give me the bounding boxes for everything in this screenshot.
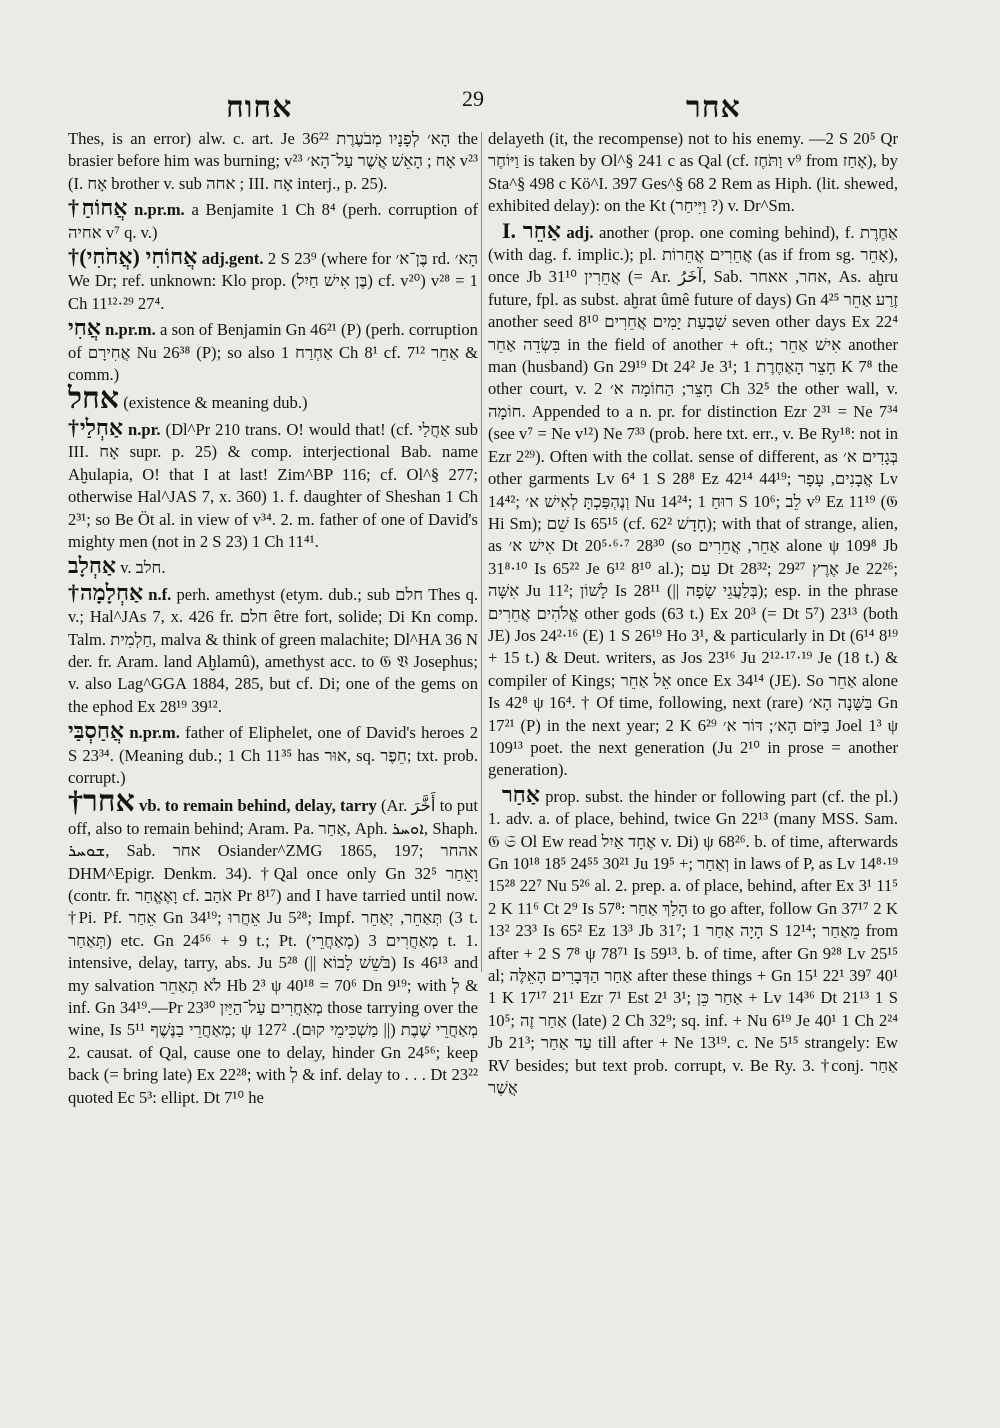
headword: אֲחַסְבַּי <box>68 718 125 744</box>
grammar-label: n.pr. <box>127 419 161 439</box>
headword: †אַחְלָמָה <box>68 579 144 605</box>
headword: †אַחְלַי <box>68 414 124 440</box>
headword: אַחַר <box>502 781 540 807</box>
running-head-left: אחוח <box>226 90 293 125</box>
entry-text: another (prop. one coming behind), f. אַחֶרֶת (with dag. f. implic.); pl. אֲחֵרִים אֲחֵרוֹת (as if from sg. אָחֵר), once Jb 31¹⁰ אֲחֵרִין (= Ar. آخَرُ, Sab. אחר, אאחר, As. aḫru future, fpl. as subst. aḫrat ûmê future of days) Gn 4²⁵ זֶרַע אַחֵר another seed 8¹⁰ שִׁבְעַת יָמִים אֲחֵרִים seven other days Ex 22⁴ בִּשְׂדֵה אַחֵר in the field of another + oft.; אִישׁ אַחֵר another man (husband) Gn 29¹⁹ Dt 24² Je 3¹; חָצֵר הָאַחֶרֶת 1 K 7⁸ the other court, v. חָצֵר; הַחוֹמָה א׳ 2 Ch 32⁵ the other wall, v. חוֹמָה. Appended to a n. pr. for distinction Ezr 2³¹ = Ne 7³⁴ (see v⁷ = Ne v¹²) Ne 7³³ (prob. here txt. err., v. Be Ry¹⁸: not in Ezr 2²⁹). Often with the collat. sense of different, as בְּגָדִים א׳ other garments Lv 6⁴ 1 S 28⁸ Ez 42¹⁴ 44¹⁹; אֲבָנִים, עָפָר Lv 14⁴²; וְנֶהְפַּכְתָּ לְאִישׁ א׳ Nu 14²⁴; רוּחַ 1 S 10⁶; לֵב v⁹ Ez 11¹⁹ (𝔊 Hi Sm); שֵׁם Is 65¹⁵ (cf. 62² חָדָשׁ); with that of strange, alien, as אִישׁ א׳ Dt 20⁵·⁶·⁷ 28³⁰ (so אַחֵר, אֲחֵרִים alone ψ 109⁸ Jb 31⁸·¹⁰ Is 65²² Je 6¹² 8¹⁰ al.); עַם Dt 28³²; אֶרֶץ 29²⁷ Je 22²⁶; אִשָּׁה Ju 11²; לָשׁוֹן Is 28¹¹ (|| בְּלַעֲגֵי שָׂפָה); esp. in the phrase אֱלֹהִים אֲחֵרִים other gods (63 t.) Ex 20³ (= Dt 5⁷) 23¹³ (both JE) Jos 24²·¹⁶ (E) 1 S 26¹⁹ Ho 3¹, & particularly in Dt (6¹⁴ 8¹⁹ + 15 t.) & Deut. writers, as Jos 23¹⁶ Ju 2¹²·¹⁷·¹⁹ Je (18 t.) & compiler of Kings; אֵל אַחֵר once Ex 34¹⁴ (JE). So אַחֵר alone Is 42⁸ ψ 16⁴. † Of time, following, next (rare) בַּשָּׁנָה הָא׳ Gn 17²¹ (P) in the next year; 2 K 6²⁹ בַּיּוֹם הָא׳; דּוֹר א׳ Joel 1³ ψ 109¹³ poet. the next generation (Ju 2¹⁰ in prose = another generation). <box>488 222 899 780</box>
headword: אֲחִי <box>68 315 101 341</box>
entry <box>68 414 479 553</box>
page-header <box>0 86 1000 126</box>
page-number: 29 <box>462 86 484 111</box>
entry <box>68 246 478 315</box>
right-column <box>488 128 898 1101</box>
entry <box>68 317 478 386</box>
entry <box>68 555 478 579</box>
entry-text: father of Eliphelet, one of David's heroes 2 S 23³⁴. (Meaning dub.; 1 Ch 11³⁵ has אוּר, sq. חֵפֶר; txt. prob. corrupt.) <box>68 723 478 787</box>
entry <box>68 720 478 789</box>
grammar-label: vb. to remain behind, delay, tarry <box>139 796 377 816</box>
entry <box>68 579 479 718</box>
running-head-right: אחר <box>686 90 741 125</box>
grammar-label: n.pr.m. <box>134 200 185 220</box>
entry-text: v. חלב. <box>120 558 166 578</box>
root-headword: אחל <box>68 382 120 416</box>
entry-text: a Benjamite 1 Ch 8⁴ (perh. corruption of אחיה v⁷ q. v.) <box>68 200 478 242</box>
column-divider <box>481 132 482 972</box>
root-entry <box>68 382 478 416</box>
grammar-label: n.pr.m. <box>105 320 156 340</box>
entry-text: Thes, is an error) alw. c. art. Je 36²² הָא׳ לְפָנָיו מְבֹעֶרֶת the brasier before him was burning; v²³ אָח ; הָאֵשׁ אֲשֶׁר עַל־הָא׳ v²³ (I. אָח brother v. sub אחה ; III. אָח interj., p. 25). <box>68 129 479 193</box>
grammar-label: n.pr.m. <box>129 723 180 743</box>
entry-text: perh. amethyst (etym. dub.; sub חלם Thes q. v.; Hal^JAs 7, x. 426 fr. חלם être fort, solide; Di Kn comp. Talm. חַלְמִית, malva & think of green malachite; Dl^HA 36 N der. fr. Aram. land Aḫlamû), amethyst acc. to 𝔊 𝔙 Josephus; v. also Lag^GGA 1884, 285, but cf. Di; one of the gems on the ephod Ex 28¹⁹ 39¹². <box>68 584 479 716</box>
headword: אַחְלָב <box>68 553 117 579</box>
headword: †אחר <box>68 785 135 819</box>
entry-text: (Ar. أَخَّرَ to put off, also to remain behind; Aram. Pa. אַחַר, Aph. ܐܘܚܪ, Shaph. ܫܘܚܪ, Sab. אחר Osiander^ZMG 1865, 197; אהחר DHM^Epigr. Denkm. 34). †Qal once only Gn 32⁵ וָאֵחַר (contr. fr. וָאֶאֱחַר cf. אֹהַב Pr 8¹⁷) and I have tarried until now. †Pi. Pf. אֵחַר Gn 34¹⁹; אֵחֲרוּ Ju 5²⁸; Impf. תְּאַחֵר, יְאַחֵר (3 t. תְּאַחַר) etc. Gn 24⁵⁶ + 9 t.; Pt. (מְאַחֲרֵי) מְאַחֲרִים 3 t. 1. intensive, delay, tarry, abs. Ju 5²⁸ (|| בֹּשֵׁשׁ לָבוֹא) Is 46¹³ and my salvation לֹא תְאַחֵר Hb 2³ ψ 40¹⁸ = 70⁶ Dn 9¹⁹; with לְ & inf. Gn 34¹⁹.—Pr 23³⁰ מְאַחֲרִים עַל־הַיַּיִן those tarrying over the wine, Is 5¹¹ מְאַחֲרֵי בַנֶּשֶׁף; ψ 127² מְאַחֲרֵי שֶׁבֶת (|| מַשְׁכִּימֵי קוּם). 2. causat. of Qal, cause one to delay, hinder Gn 24⁵⁶; keep back (= bring late) Ex 22²⁸; with לְ & inf. delay to . . . Dt 23²² quoted Ec 5³: ellipt. Dt 7¹⁰ he <box>68 796 479 1107</box>
entry-text: (Dl^Pr 210 trans. O! would that! (cf. אַחֲלַי sub III. אָח supr. p. 25) & comp. interjectional Bab. name Aḫulapia, O! that I at last! Zim^BP 116; cf. Ol^§ 277; otherwise Hal^JAS 7, x. 360) 1. f. daughter of Sheshan 1 Ch 2³¹; so Be Öt al. in view of v³⁴. 2. m. father of one of David's mighty men (not in 2 S 23) 1 Ch 11⁴¹. <box>68 419 479 551</box>
entry <box>488 217 899 782</box>
headword: I. אַחֵר <box>502 217 561 243</box>
entry-text: prop. subst. the hinder or following part (cf. the pl.) 1. adv. a. of place, behind, twice Gn 22¹³ (many MSS. Sam. 𝔊 𝔖 Ol Ew read אֶחָד אַיִל v. Di) ψ 68²⁶. b. of time, afterwards Gn 10¹⁸ 18⁵ 24⁵⁵ 30²¹ Ju 19⁵ +; וְאַחַר in laws of P, as Lv 14⁸·¹⁹ 15²⁸ 22⁷ Nu 5²⁶ al. 2. prep. a. of place, behind, after Ex 3¹ 11⁵ 2 K 11⁶ Ct 2⁹ Is 57⁸: הָלַךְ אַחַר to go after, follow Gn 37¹⁷ 2 K 13² 23³ Is 65² Ez 13³ Jb 31⁷; הָיָה אַחַר 1 S 12¹⁴; מֵאַחַר from after + 2 S 7⁸ ψ 78⁷¹ Is 59¹³. b. of time, after Gn 9²⁸ Lv 25¹⁵ al; אַחַר הַדְּבָרִים הָאֵלֶּה after these things + Gn 15¹ 22¹ 39⁷ 40¹ 1 K 17¹⁷ 21¹ Ezr 7¹ Est 2¹ 3¹; אַחַר כֵּן + Lv 14³⁶ Dt 21¹³ 1 S 10⁵; אַחַר זֶה (late) 2 Ch 32⁹; sq. inf. + Nu 6¹⁹ Je 40¹ 1 Ch 2²⁴ Jb 21³; עַד אַחַר till after + Ne 13¹⁹. c. Ne 5¹⁵ strangely: Ew RV besides; but text prob. corrupt, v. Be Ry. 3. †conj. אַחַר אֲשֶׁר <box>488 786 899 1098</box>
entry-text: a son of Benjamin Gn 46²¹ (P) (perh. corruption of אֲחִירָם Nu 26³⁸ (P); so also אַחְרַח 1 Ch 8¹ cf. אַחֵר 7¹² & comm.) <box>68 320 479 385</box>
left-column <box>68 128 478 1111</box>
entry-text: (existence & meaning dub.) <box>123 393 308 413</box>
grammar-label: adj.gent. <box>201 249 264 269</box>
entry-text: 2 S 23⁹ (where for בֶּן־א׳ rd. הָא׳ We Dr; ref. unknown: Klo prop. (בֶּן אִישׁ חַיִל) cf. v²⁰) v²⁸ = 1 Ch 11¹²·²⁹ 27⁴. <box>68 249 479 313</box>
entry <box>488 128 898 218</box>
headword: †אֲחוֹחִי (אֲחֹחִי) <box>68 244 198 270</box>
entry <box>68 128 478 195</box>
entry <box>488 781 899 1100</box>
headword: †אֲחוֹחַ <box>68 195 128 221</box>
grammar-label: adj. <box>566 222 594 242</box>
entry <box>68 785 479 1109</box>
entry <box>68 197 478 244</box>
entry-text: delayeth (it, the recompense) not to his enemy. —2 S 20⁵ Qr וַיּוֹחֶר is taken by Ol^§ 241 c as Qal (cf. וַתֹּחֶז v⁹ from אָחַז), by Sta^§ 498 c Kö^I. 397 Ges^§ 68 2 Rem as Hiph. (lit. shewed, exhibited delay): on the Kt (וַיִּיחַר ?) v. Dr^Sm. <box>488 129 898 216</box>
grammar-label: n.f. <box>148 584 172 604</box>
